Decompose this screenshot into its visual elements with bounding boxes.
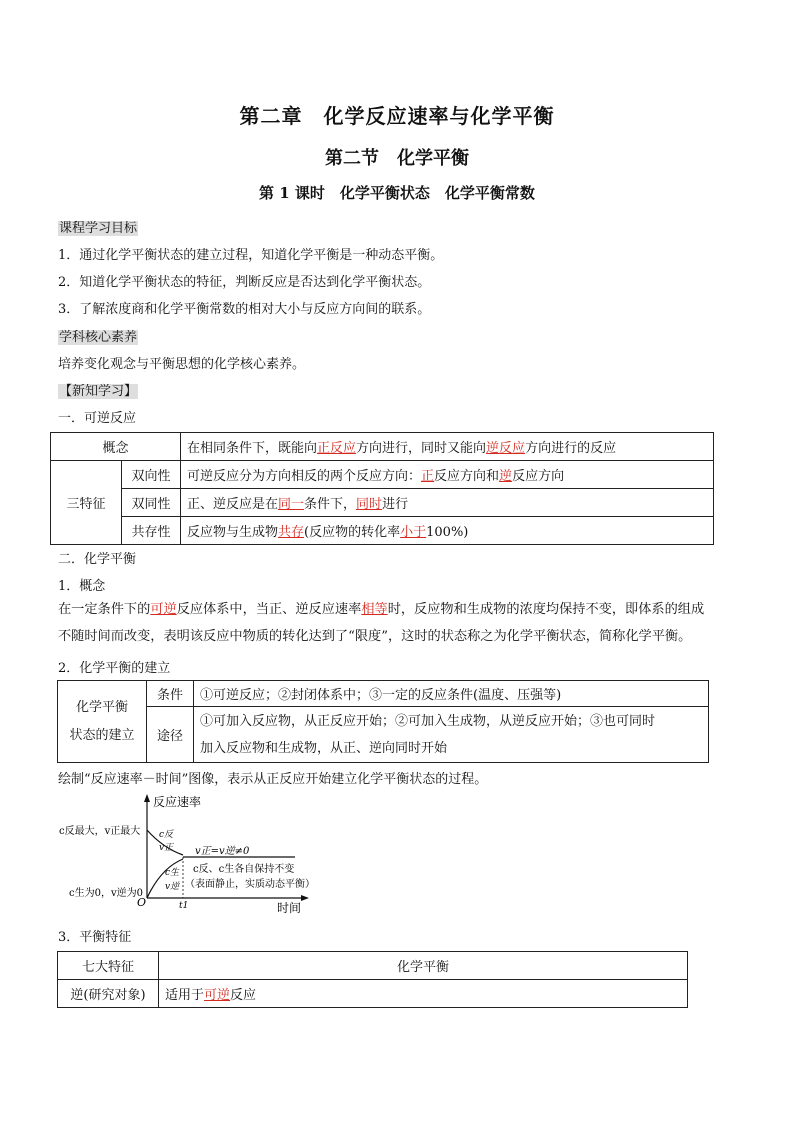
origin-label: O bbox=[137, 896, 147, 909]
row-text: 适用于可逆反应 bbox=[159, 980, 688, 1008]
equilibrium-features-table bbox=[57, 951, 688, 1008]
features-subheading: 3．平衡特征 bbox=[58, 930, 132, 945]
condition-label: 条件 bbox=[147, 681, 194, 707]
note-line-2: （表面静止，实质动态平衡） bbox=[185, 879, 315, 890]
concept-label: 概念 bbox=[51, 433, 181, 461]
left-top-label: c反最大，v正最大 bbox=[59, 826, 141, 837]
feature-text: 正、逆反应是在同一条件下，同时进行 bbox=[181, 489, 714, 517]
goal-item: 3．了解浓度商和化学平衡常数的相对大小与反应方向间的联系。 bbox=[58, 302, 431, 317]
literacy-text: 培养变化观念与平衡思想的化学核心素养。 bbox=[58, 357, 306, 372]
path-text: ①可加入反应物，从正反应开始；②可加入生成物，从逆反应开始；③也可同时 加入反应物和生成物，从正、逆向同时开始 bbox=[194, 707, 709, 763]
reverse-rate-curve bbox=[147, 859, 183, 898]
part1-heading: 一．可逆反应 bbox=[58, 411, 137, 426]
y-axis-arrow bbox=[144, 794, 150, 802]
graph-intro: 绘制“反应速率－时间”图像，表示从正反应开始建立化学平衡状态的过程。 bbox=[58, 772, 488, 787]
chapter-title: 第二章 化学反应速率与化学平衡 bbox=[239, 104, 555, 128]
goals-heading: 课程学习目标 bbox=[59, 221, 138, 236]
lesson-title: 第 1 课时 化学平衡状态 化学平衡常数 bbox=[259, 184, 535, 202]
x-axis-arrow bbox=[301, 895, 309, 901]
c-prod-label: c生 bbox=[165, 868, 180, 878]
left-bottom-label: c生为0，v逆为0 bbox=[69, 888, 143, 899]
rate-time-graph bbox=[55, 790, 365, 915]
concept-paragraph: 在一定条件下的可逆反应体系中，当正、逆反应速率相等时，反应物和生成物的浓度均保持不变，即体系的组成 不随时间而改变，表明该反应中物质的转化达到了“限度”，这时的状态称之为化学平衡状态，简称化学平衡。 bbox=[58, 602, 705, 644]
literacy-heading: 学科核心素养 bbox=[59, 330, 138, 345]
three-features-label: 三特征 bbox=[51, 461, 122, 545]
goal-item: 2．知道化学平衡状态的特征，判断反应是否达到化学平衡状态。 bbox=[58, 275, 431, 290]
note-line-1: c反、c生各自保持不变 bbox=[193, 864, 295, 875]
equilibrium-establish-table bbox=[57, 680, 709, 763]
concept-text: 在相同条件下，既能向正反应方向进行，同时又能向逆反应方向进行的反应 bbox=[181, 433, 714, 461]
feature-text: 可逆反应分为方向相反的两个反应方向：正反应方向和逆反应方向 bbox=[181, 461, 714, 489]
equality-label: v正=v逆≠0 bbox=[195, 846, 250, 857]
v-rev-label: v逆 bbox=[165, 882, 180, 892]
col-header: 七大特征 bbox=[58, 952, 159, 980]
establish-label: 化学平衡 状态的建立 bbox=[58, 681, 147, 763]
condition-text: ①可逆反应；②封闭体系中；③一定的反应条件(温度、压强等) bbox=[194, 681, 709, 707]
part2-heading: 二．化学平衡 bbox=[58, 552, 137, 567]
x-axis-label: 时间 bbox=[277, 901, 302, 915]
section-title: 第二节 化学平衡 bbox=[325, 148, 469, 169]
feature-label: 共存性 bbox=[122, 517, 181, 545]
path-label: 途径 bbox=[147, 707, 194, 763]
col-header: 化学平衡 bbox=[159, 952, 688, 980]
concept-subheading: 1．概念 bbox=[58, 579, 106, 594]
goal-item: 1．通过化学平衡状态的建立过程，知道化学平衡是一种动态平衡。 bbox=[58, 248, 444, 263]
feature-label: 双向性 bbox=[122, 461, 181, 489]
t1-label: t1 bbox=[179, 901, 189, 911]
feature-text: 反应物与生成物共存(反应物的转化率小于100%) bbox=[181, 517, 714, 545]
c-react-label: c反 bbox=[159, 830, 174, 840]
establish-subheading: 2．化学平衡的建立 bbox=[58, 661, 171, 676]
reversible-reaction-table bbox=[50, 432, 714, 545]
feature-label: 双同性 bbox=[122, 489, 181, 517]
row-label: 逆(研究对象) bbox=[58, 980, 159, 1008]
new-knowledge-heading: 【新知学习】 bbox=[59, 384, 138, 399]
y-axis-label: 反应速率 bbox=[153, 795, 202, 809]
v-fwd-label: v正 bbox=[159, 843, 174, 853]
